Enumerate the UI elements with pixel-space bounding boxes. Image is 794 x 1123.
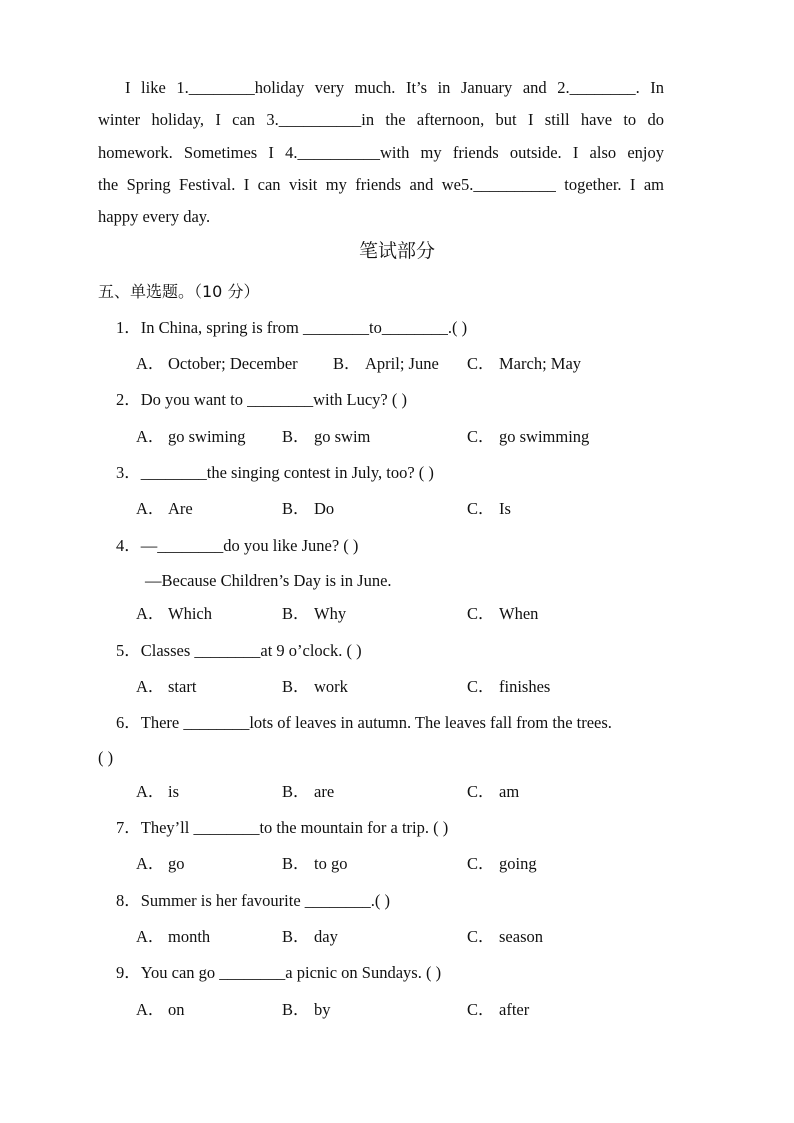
section-title: 五、单选题。（10 分） bbox=[98, 282, 260, 301]
option-letter: A． bbox=[136, 604, 165, 623]
option-text: are bbox=[314, 782, 335, 801]
option-text: When bbox=[499, 604, 539, 623]
option-letter: A． bbox=[136, 854, 165, 873]
question bbox=[116, 315, 467, 341]
option-text: Is bbox=[499, 499, 511, 518]
question bbox=[116, 815, 448, 841]
option-b[interactable] bbox=[333, 351, 439, 377]
option-a[interactable] bbox=[136, 779, 179, 805]
option-letter: B． bbox=[282, 927, 310, 946]
option-a[interactable] bbox=[136, 496, 193, 522]
option-a[interactable] bbox=[136, 851, 185, 877]
option-a[interactable] bbox=[136, 997, 185, 1023]
question-text: ________the singing contest in July, too? ( ) bbox=[140, 463, 434, 482]
option-b[interactable] bbox=[282, 424, 370, 450]
option-text: finishes bbox=[499, 677, 551, 696]
option-letter: C． bbox=[467, 782, 495, 801]
option-b[interactable] bbox=[282, 601, 346, 627]
option-c[interactable] bbox=[467, 851, 537, 877]
question-number: 2． bbox=[116, 390, 141, 409]
option-letter: A． bbox=[136, 354, 165, 373]
option-c[interactable] bbox=[467, 601, 538, 627]
option-text: month bbox=[168, 927, 211, 946]
option-letter: C． bbox=[467, 427, 495, 446]
option-letter: A． bbox=[136, 927, 165, 946]
option-text: start bbox=[168, 677, 197, 696]
passage-line: happy every day. bbox=[98, 207, 211, 227]
option-text: Are bbox=[168, 499, 193, 518]
passage-line: I like 1.________holiday very much. It’s in January and 2.________. In bbox=[125, 78, 664, 97]
option-letter: C． bbox=[467, 1000, 495, 1019]
option-letter: B． bbox=[282, 782, 310, 801]
option-letter: B． bbox=[282, 854, 310, 873]
question-text: Classes ________at 9 o’clock. ( ) bbox=[140, 641, 362, 660]
option-a[interactable] bbox=[136, 351, 298, 377]
option-text: going bbox=[499, 854, 537, 873]
option-text: go swim bbox=[314, 427, 371, 446]
option-a[interactable] bbox=[136, 424, 245, 450]
option-text: work bbox=[314, 677, 348, 696]
option-text: season bbox=[499, 927, 543, 946]
option-c[interactable] bbox=[467, 779, 519, 805]
option-c[interactable] bbox=[467, 924, 543, 950]
option-letter: A． bbox=[136, 499, 165, 518]
option-letter: C． bbox=[467, 854, 495, 873]
passage-line: homework. Sometimes I 4.__________with my friends outside. I also enjoy bbox=[98, 142, 664, 162]
question-response-line: —Because Children’s Day is in June. bbox=[145, 571, 392, 590]
option-text: March; May bbox=[499, 354, 582, 373]
option-text: go swiming bbox=[168, 427, 246, 446]
cloze-passage bbox=[98, 72, 664, 233]
option-letter: B． bbox=[282, 1000, 310, 1019]
question bbox=[116, 960, 441, 986]
question-number: 1． bbox=[116, 318, 141, 337]
option-letter: B． bbox=[282, 604, 310, 623]
option-letter: A． bbox=[136, 427, 165, 446]
option-letter: A． bbox=[136, 677, 165, 696]
question-number: 4． bbox=[116, 536, 141, 555]
question-text: Summer is her favourite ________.( ) bbox=[140, 891, 391, 910]
option-text: am bbox=[499, 782, 520, 801]
question-text: Do you want to ________with Lucy? ( ) bbox=[140, 390, 407, 409]
option-text: April; June bbox=[365, 354, 439, 373]
question-text: There ________lots of leaves in autumn. The leaves fall from the trees. bbox=[140, 713, 612, 732]
option-letter: C． bbox=[467, 354, 495, 373]
option-letter: A． bbox=[136, 782, 165, 801]
passage-line: the Spring Festival. I can visit my friends and we5.__________ together. I am bbox=[98, 174, 664, 194]
question-text: They’ll ________to the mountain for a trip. ( ) bbox=[140, 818, 449, 837]
option-a[interactable] bbox=[136, 924, 210, 950]
option-b[interactable] bbox=[282, 851, 347, 877]
option-c[interactable] bbox=[467, 496, 511, 522]
option-text: is bbox=[168, 782, 180, 801]
option-c[interactable] bbox=[467, 424, 589, 450]
option-letter: C． bbox=[467, 677, 495, 696]
option-a[interactable] bbox=[136, 674, 196, 700]
option-text: Why bbox=[314, 604, 347, 623]
option-c[interactable] bbox=[467, 351, 581, 377]
option-letter: B． bbox=[282, 499, 310, 518]
question-number: 6． bbox=[116, 713, 141, 732]
option-letter: B． bbox=[333, 354, 361, 373]
question-number: 5． bbox=[116, 641, 141, 660]
option-c[interactable] bbox=[467, 674, 550, 700]
question bbox=[116, 638, 362, 664]
option-text: after bbox=[499, 1000, 530, 1019]
option-text: October; December bbox=[168, 354, 298, 373]
question-number: 8． bbox=[116, 891, 141, 910]
option-text: on bbox=[168, 1000, 185, 1019]
option-b[interactable] bbox=[282, 779, 334, 805]
option-letter: B． bbox=[282, 677, 310, 696]
question bbox=[116, 888, 390, 914]
section-heading: 笔试部分 bbox=[358, 240, 435, 262]
option-text: by bbox=[314, 1000, 331, 1019]
option-letter: C． bbox=[467, 927, 495, 946]
option-b[interactable] bbox=[282, 496, 334, 522]
option-c[interactable] bbox=[467, 997, 529, 1023]
option-text: go bbox=[168, 854, 185, 873]
passage-line: winter holiday, I can 3.__________in the afternoon, but I still have to do bbox=[98, 110, 664, 130]
question-number: 7． bbox=[116, 818, 141, 837]
question-text: In China, spring is from ________to________.( ) bbox=[140, 318, 468, 337]
option-b[interactable] bbox=[282, 924, 338, 950]
question-number: 3． bbox=[116, 463, 141, 482]
question-text: —________do you like June? ( ) bbox=[140, 536, 359, 555]
option-text: Which bbox=[168, 604, 212, 623]
option-text: Do bbox=[314, 499, 335, 518]
option-letter: A． bbox=[136, 1000, 165, 1019]
option-b[interactable] bbox=[282, 674, 348, 700]
option-text: to go bbox=[314, 854, 348, 873]
question bbox=[116, 710, 683, 736]
option-text: day bbox=[314, 927, 338, 946]
option-a[interactable] bbox=[136, 601, 212, 627]
question-number: 9． bbox=[116, 963, 141, 982]
question-text: You can go ________a picnic on Sundays. ( ) bbox=[140, 963, 442, 982]
question-continuation: ( ) bbox=[98, 748, 114, 767]
question bbox=[116, 387, 407, 413]
option-text: go swimming bbox=[499, 427, 590, 446]
option-letter: C． bbox=[467, 499, 495, 518]
option-b[interactable] bbox=[282, 997, 331, 1023]
question bbox=[116, 533, 358, 559]
option-letter: C． bbox=[467, 604, 495, 623]
option-letter: B． bbox=[282, 427, 310, 446]
question bbox=[116, 460, 434, 486]
